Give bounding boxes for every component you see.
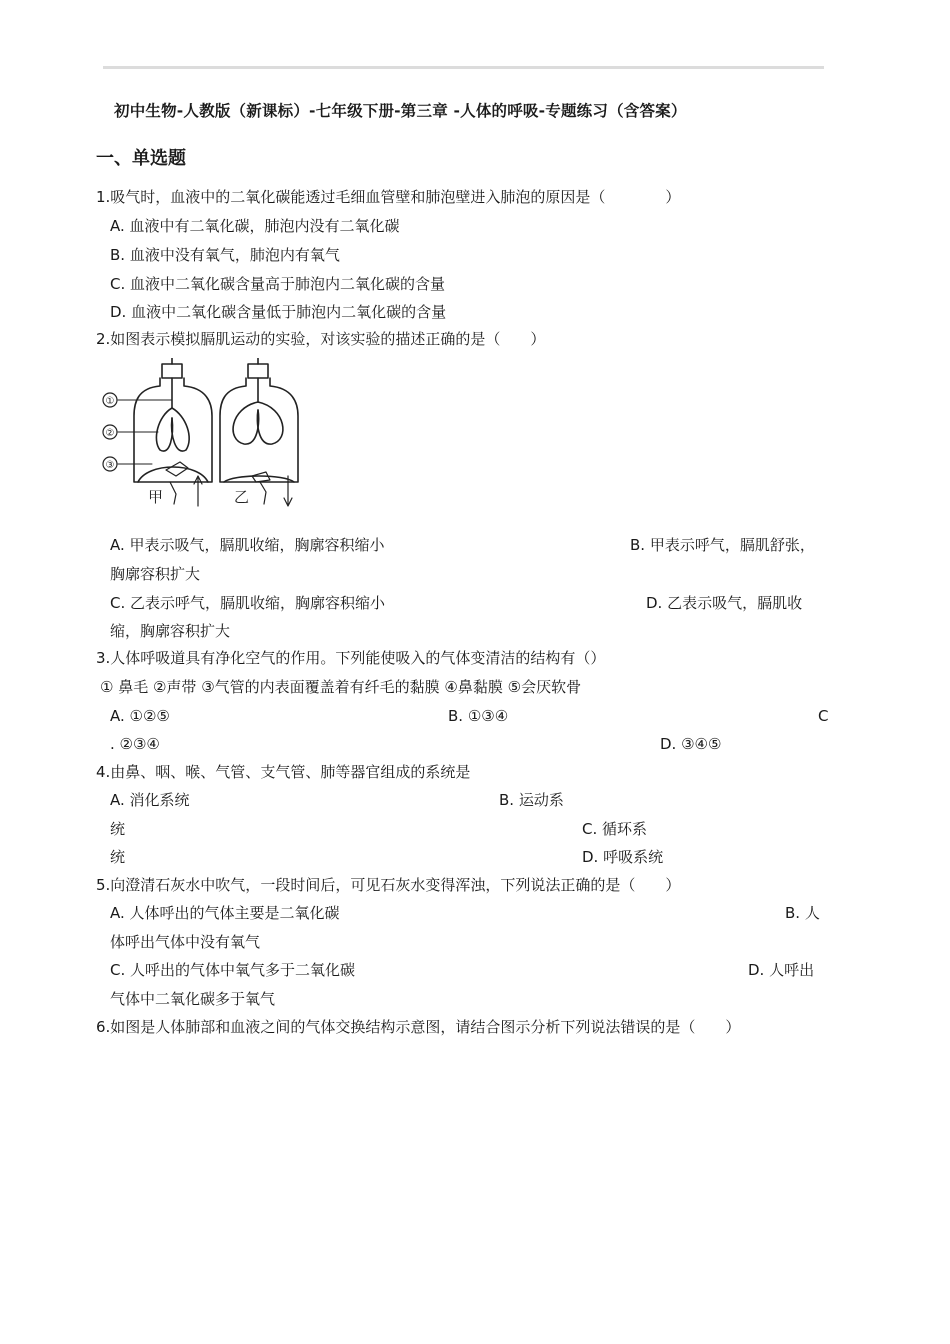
- question-2-option-d-wrap: 缩，胸廓容积扩大: [110, 622, 231, 640]
- section-heading: 一、单选题: [96, 148, 186, 169]
- question-5-option-b-wrap: 体呼出气体中没有氧气: [110, 933, 261, 951]
- caption-jia: 甲: [148, 488, 164, 506]
- question-1-option-c[interactable]: C. 血液中二氧化碳含量高于肺泡内二氧化碳的含量: [110, 275, 446, 293]
- question-5-stem: 5.向澄清石灰水中吹气，一段时间后，可见石灰水变得浑浊，下列说法正确的是（ ）: [96, 876, 681, 894]
- left-lung-balloon-2: [172, 408, 190, 451]
- question-3-option-c[interactable]: C: [818, 707, 829, 725]
- question-4-option-c-wrap: 统: [110, 848, 126, 866]
- document-title: 初中生物-人教版（新课标）-七年级下册-第三章 -人体的呼吸-专题练习（含答案）: [114, 102, 687, 120]
- label-3: ③: [105, 460, 115, 471]
- label-2: ②: [105, 428, 115, 439]
- question-3-stem: 3.人体呼吸道具有净化空气的作用。下列能使吸入的气体变清洁的结构有（）: [96, 649, 606, 667]
- caption-yi: 乙: [234, 488, 250, 506]
- diaphragm-model-diagram: [100, 358, 310, 508]
- question-4-option-b-wrap: 统: [110, 820, 126, 838]
- question-2-option-b-wrap: 胸廓容积扩大: [110, 565, 201, 583]
- question-5-option-c[interactable]: C. 人呼出的气体中氧气多于二氧化碳: [110, 961, 356, 979]
- question-3-option-c-wrap: . ②③④: [110, 735, 160, 753]
- question-3-option-b[interactable]: B. ①③④: [448, 707, 509, 725]
- right-lung-balloon-1: [233, 402, 259, 444]
- left-jar-stopper: [162, 364, 182, 378]
- label-1: ①: [105, 396, 115, 407]
- right-lung-balloon-2: [257, 402, 283, 444]
- question-5-option-b[interactable]: B. 人: [785, 904, 820, 922]
- question-2-option-a[interactable]: A. 甲表示吸气，膈肌收缩，胸廓容积缩小: [110, 536, 385, 554]
- question-1-option-d[interactable]: D. 血液中二氧化碳含量低于肺泡内二氧化碳的含量: [110, 303, 447, 321]
- question-4-option-d[interactable]: D. 呼吸系统: [582, 848, 664, 866]
- question-2-option-d[interactable]: D. 乙表示吸气，膈肌收: [646, 594, 803, 612]
- question-1-stem: 1.吸气时，血液中的二氧化碳能透过毛细血管壁和肺泡壁进入肺泡的原因是（ ）: [96, 188, 681, 206]
- question-2-option-b[interactable]: B. 甲表示呼气，膈肌舒张，: [630, 536, 815, 554]
- question-2-stem: 2.如图表示模拟膈肌运动的实验，对该实验的描述正确的是（ ）: [96, 330, 546, 348]
- question-3-option-d[interactable]: D. ③④⑤: [660, 735, 722, 753]
- top-divider: [103, 66, 824, 69]
- question-4-stem: 4.由鼻、咽、喉、气管、支气管、肺等器官组成的系统是: [96, 763, 471, 781]
- question-5-option-d[interactable]: D. 人呼出: [748, 961, 815, 979]
- question-5-option-d-wrap: 气体中二氧化碳多于氧气: [110, 990, 276, 1008]
- question-1-option-b[interactable]: B. 血液中没有氧气，肺泡内有氧气: [110, 246, 340, 264]
- question-6-stem: 6.如图是人体肺部和血液之间的气体交换结构示意图，请结合图示分析下列说法错误的是（ ）: [96, 1018, 741, 1036]
- question-1-option-a[interactable]: A. 血液中有二氧化碳，肺泡内没有二氧化碳: [110, 217, 400, 235]
- question-4-option-b[interactable]: B. 运动系: [499, 791, 564, 809]
- question-3-items: ① 鼻毛 ②声带 ③气管的内表面覆盖着有纤毛的黏膜 ④鼻黏膜 ⑤会厌软骨: [100, 678, 582, 696]
- question-4-option-a[interactable]: A. 消化系统: [110, 791, 190, 809]
- question-3-option-a[interactable]: A. ①②⑤: [110, 707, 170, 725]
- question-4-option-c[interactable]: C. 循环系: [582, 820, 648, 838]
- question-2-option-c[interactable]: C. 乙表示呼气，膈肌收缩，胸廓容积缩小: [110, 594, 386, 612]
- right-jar-stopper: [248, 364, 268, 378]
- question-5-option-a[interactable]: A. 人体呼出的气体主要是二氧化碳: [110, 904, 340, 922]
- left-lung-balloon-1: [156, 408, 172, 451]
